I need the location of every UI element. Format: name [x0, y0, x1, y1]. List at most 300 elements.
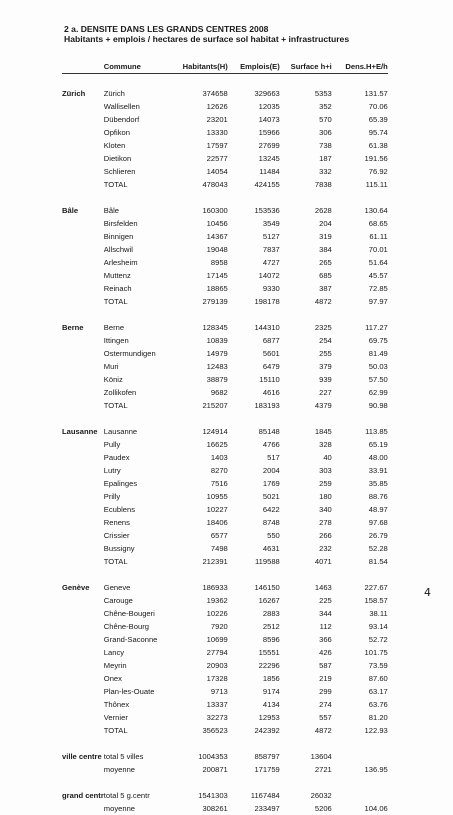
habitants-cell: 27794: [160, 646, 228, 659]
habitants-cell: 7498: [160, 542, 228, 555]
emplois-cell: 12953: [228, 711, 280, 724]
commune-cell: Lancy: [104, 646, 160, 659]
spacer-cell: [62, 191, 388, 204]
habitants-cell: 8958: [160, 256, 228, 269]
emplois-cell: 424155: [228, 178, 280, 191]
emplois-cell: 233497: [228, 802, 280, 815]
density-cell: 45.57: [332, 269, 388, 282]
table-row: [62, 633, 388, 646]
density-cell: 227.67: [332, 581, 388, 594]
habitants-cell: 128345: [160, 321, 228, 334]
surface-cell: 204: [280, 217, 332, 230]
commune-cell: Carouge: [104, 594, 160, 607]
table-row: [62, 165, 388, 178]
surface-cell: 259: [280, 477, 332, 490]
region-empty: [62, 178, 104, 191]
region-empty: [62, 724, 104, 737]
density-cell: 88.76: [332, 490, 388, 503]
header-habitants: Habitants(H): [160, 59, 228, 74]
density-cell: 117.27: [332, 321, 388, 334]
table-row: [62, 724, 388, 737]
table-row: [62, 282, 388, 295]
emplois-cell: 5021: [228, 490, 280, 503]
surface-cell: 26032: [280, 789, 332, 802]
habitants-cell: 17145: [160, 269, 228, 282]
commune-cell: Grand-Saconne: [104, 633, 160, 646]
emplois-cell: 27699: [228, 139, 280, 152]
surface-cell: 299: [280, 685, 332, 698]
spacer-cell: [62, 737, 388, 750]
density-cell: 130.64: [332, 204, 388, 217]
table-row: [62, 542, 388, 555]
region-empty: [62, 672, 104, 685]
habitants-cell: 19048: [160, 243, 228, 256]
habitants-cell: 10839: [160, 334, 228, 347]
region-empty: [62, 542, 104, 555]
region-empty: [62, 698, 104, 711]
spacer-row: [62, 308, 388, 321]
density-cell: 48.00: [332, 451, 388, 464]
density-cell: 61.11: [332, 230, 388, 243]
habitants-cell: 215207: [160, 399, 228, 412]
density-cell: 65.19: [332, 438, 388, 451]
density-cell: 33.91: [332, 464, 388, 477]
emplois-cell: 242392: [228, 724, 280, 737]
density-cell: [332, 750, 388, 763]
density-cell: 90.98: [332, 399, 388, 412]
emplois-cell: 15551: [228, 646, 280, 659]
region-empty: [62, 256, 104, 269]
emplois-cell: 550: [228, 529, 280, 542]
emplois-cell: 6877: [228, 334, 280, 347]
emplois-cell: 85148: [228, 425, 280, 438]
emplois-cell: 9174: [228, 685, 280, 698]
region-empty: [62, 334, 104, 347]
region-empty: [62, 646, 104, 659]
table-row: [62, 685, 388, 698]
density-cell: 57.50: [332, 373, 388, 386]
region-empty: [62, 282, 104, 295]
density-cell: 97.97: [332, 295, 388, 308]
commune-cell: Zürich: [104, 87, 160, 100]
region-empty: [62, 516, 104, 529]
region-empty: [62, 152, 104, 165]
table-row: [62, 464, 388, 477]
header-commune: Commune: [104, 59, 160, 74]
density-cell: 69.75: [332, 334, 388, 347]
table-row: [62, 529, 388, 542]
region-empty: [62, 685, 104, 698]
table-row: [62, 100, 388, 113]
density-cell: 61.38: [332, 139, 388, 152]
commune-cell: Epalinges: [104, 477, 160, 490]
region-empty: [62, 763, 104, 776]
commune-cell: TOTAL: [104, 555, 160, 568]
commune-cell: Binnigen: [104, 230, 160, 243]
commune-cell: Berne: [104, 321, 160, 334]
region-empty: [62, 451, 104, 464]
emplois-cell: 2512: [228, 620, 280, 633]
surface-cell: 319: [280, 230, 332, 243]
commune-cell: Prilly: [104, 490, 160, 503]
surface-cell: 112: [280, 620, 332, 633]
emplois-cell: 858797: [228, 750, 280, 763]
emplois-cell: 8748: [228, 516, 280, 529]
table-row: [62, 711, 388, 724]
table-row: [62, 620, 388, 633]
region-empty: [62, 607, 104, 620]
table-row: [62, 490, 388, 503]
surface-cell: 255: [280, 347, 332, 360]
habitants-cell: 13330: [160, 126, 228, 139]
surface-cell: 303: [280, 464, 332, 477]
emplois-cell: 15110: [228, 373, 280, 386]
density-cell: 48.97: [332, 503, 388, 516]
spacer-cell: [62, 308, 388, 321]
table-row: [62, 659, 388, 672]
region-empty: [62, 217, 104, 230]
habitants-cell: 22577: [160, 152, 228, 165]
emplois-cell: 7837: [228, 243, 280, 256]
surface-cell: 4071: [280, 555, 332, 568]
habitants-cell: 8270: [160, 464, 228, 477]
commune-cell: Zollikofen: [104, 386, 160, 399]
emplois-cell: 13245: [228, 152, 280, 165]
surface-cell: 344: [280, 607, 332, 620]
spacer-row: [62, 776, 388, 789]
region-empty: [62, 802, 104, 815]
region-empty: [62, 477, 104, 490]
commune-cell: Lausanne: [104, 425, 160, 438]
density-cell: [332, 789, 388, 802]
region-empty: [62, 633, 104, 646]
density-cell: 87.60: [332, 672, 388, 685]
table-row: [62, 256, 388, 269]
surface-cell: 352: [280, 100, 332, 113]
habitants-cell: 1004353: [160, 750, 228, 763]
surface-cell: 939: [280, 373, 332, 386]
commune-cell: Crissier: [104, 529, 160, 542]
table-row: [62, 230, 388, 243]
emplois-cell: 2883: [228, 607, 280, 620]
habitants-cell: 10227: [160, 503, 228, 516]
surface-cell: 13604: [280, 750, 332, 763]
commune-cell: Schlieren: [104, 165, 160, 178]
table-row: [62, 113, 388, 126]
density-cell: 50.03: [332, 360, 388, 373]
emplois-cell: 146150: [228, 581, 280, 594]
habitants-cell: 19362: [160, 594, 228, 607]
density-table: [62, 59, 388, 815]
commune-cell: moyenne: [104, 763, 160, 776]
density-cell: 73.59: [332, 659, 388, 672]
commune-cell: Chêne-Bourg: [104, 620, 160, 633]
density-cell: 35.85: [332, 477, 388, 490]
emplois-cell: 4616: [228, 386, 280, 399]
emplois-cell: 12035: [228, 100, 280, 113]
surface-cell: 5206: [280, 802, 332, 815]
table-row: [62, 750, 388, 763]
surface-cell: 1463: [280, 581, 332, 594]
habitants-cell: 14979: [160, 347, 228, 360]
region-empty: [62, 503, 104, 516]
commune-cell: moyenne: [104, 802, 160, 815]
commune-cell: Reinach: [104, 282, 160, 295]
density-cell: 104.06: [332, 802, 388, 815]
emplois-cell: 16267: [228, 594, 280, 607]
document-title: 2 a. DENSITE DANS LES GRANDS CENTRES 2008: [64, 24, 268, 34]
surface-cell: 5353: [280, 87, 332, 100]
emplois-cell: 153536: [228, 204, 280, 217]
surface-cell: 426: [280, 646, 332, 659]
surface-cell: 232: [280, 542, 332, 555]
region-empty: [62, 113, 104, 126]
commune-cell: Bussigny: [104, 542, 160, 555]
surface-cell: 366: [280, 633, 332, 646]
table-body: [62, 74, 388, 815]
surface-cell: 379: [280, 360, 332, 373]
table-row: [62, 243, 388, 256]
surface-cell: 340: [280, 503, 332, 516]
emplois-cell: 6479: [228, 360, 280, 373]
region-label: grand centr: [62, 789, 104, 802]
table-row: [62, 477, 388, 490]
density-cell: 70.06: [332, 100, 388, 113]
surface-cell: 387: [280, 282, 332, 295]
page-number: 4: [424, 586, 431, 599]
region-label: Genève: [62, 581, 104, 594]
surface-cell: 587: [280, 659, 332, 672]
surface-cell: 557: [280, 711, 332, 724]
spacer-cell: [62, 412, 388, 425]
table-row: [62, 139, 388, 152]
surface-cell: 40: [280, 451, 332, 464]
table-row: [62, 802, 388, 815]
spacer-row: [62, 568, 388, 581]
region-empty: [62, 438, 104, 451]
emplois-cell: 6422: [228, 503, 280, 516]
habitants-cell: 212391: [160, 555, 228, 568]
surface-cell: 328: [280, 438, 332, 451]
commune-cell: Ecublens: [104, 503, 160, 516]
density-cell: 93.14: [332, 620, 388, 633]
table-row: [62, 438, 388, 451]
emplois-cell: 1856: [228, 672, 280, 685]
table-row: [62, 373, 388, 386]
commune-cell: TOTAL: [104, 178, 160, 191]
emplois-cell: 4727: [228, 256, 280, 269]
density-cell: 51.64: [332, 256, 388, 269]
density-cell: 95.74: [332, 126, 388, 139]
habitants-cell: 356523: [160, 724, 228, 737]
surface-cell: 1845: [280, 425, 332, 438]
commune-cell: Kloten: [104, 139, 160, 152]
density-cell: 136.95: [332, 763, 388, 776]
density-cell: 191.56: [332, 152, 388, 165]
region-empty: [62, 165, 104, 178]
habitants-cell: 10699: [160, 633, 228, 646]
density-cell: 131.57: [332, 87, 388, 100]
region-label: Zürich: [62, 87, 104, 100]
habitants-cell: 478043: [160, 178, 228, 191]
commune-cell: Ostermundigen: [104, 347, 160, 360]
habitants-cell: 1541303: [160, 789, 228, 802]
habitants-cell: 7920: [160, 620, 228, 633]
emplois-cell: 183193: [228, 399, 280, 412]
commune-cell: Renens: [104, 516, 160, 529]
region-empty: [62, 360, 104, 373]
table-row: [62, 789, 388, 802]
density-cell: 97.68: [332, 516, 388, 529]
region-empty: [62, 529, 104, 542]
region-empty: [62, 295, 104, 308]
surface-cell: 225: [280, 594, 332, 607]
emplois-cell: 9330: [228, 282, 280, 295]
emplois-cell: 1769: [228, 477, 280, 490]
emplois-cell: 144310: [228, 321, 280, 334]
spacer-row: [62, 191, 388, 204]
commune-cell: Muttenz: [104, 269, 160, 282]
commune-cell: Birsfelden: [104, 217, 160, 230]
commune-cell: Arlesheim: [104, 256, 160, 269]
surface-cell: 4379: [280, 399, 332, 412]
density-cell: 101.75: [332, 646, 388, 659]
region-empty: [62, 126, 104, 139]
emplois-cell: 329663: [228, 87, 280, 100]
table-row: [62, 360, 388, 373]
table-row: [62, 672, 388, 685]
emplois-cell: 2004: [228, 464, 280, 477]
surface-cell: 332: [280, 165, 332, 178]
habitants-cell: 10226: [160, 607, 228, 620]
density-cell: 26.79: [332, 529, 388, 542]
spacer-row: [62, 412, 388, 425]
commune-cell: Vernier: [104, 711, 160, 724]
emplois-cell: 4134: [228, 698, 280, 711]
habitants-cell: 20903: [160, 659, 228, 672]
region-empty: [62, 386, 104, 399]
table-row: [62, 347, 388, 360]
emplois-cell: 8596: [228, 633, 280, 646]
habitants-cell: 10955: [160, 490, 228, 503]
commune-cell: total 5 villes: [104, 750, 160, 763]
region-empty: [62, 100, 104, 113]
commune-cell: Meyrin: [104, 659, 160, 672]
surface-cell: 4872: [280, 724, 332, 737]
table-row: [62, 178, 388, 191]
emplois-cell: 15966: [228, 126, 280, 139]
table-row: [62, 503, 388, 516]
habitants-cell: 308261: [160, 802, 228, 815]
header-region: [62, 59, 104, 74]
habitants-cell: 9713: [160, 685, 228, 698]
habitants-cell: 124914: [160, 425, 228, 438]
surface-cell: 738: [280, 139, 332, 152]
habitants-cell: 18406: [160, 516, 228, 529]
commune-cell: Dübendorf: [104, 113, 160, 126]
commune-cell: Plan-les-Ouate: [104, 685, 160, 698]
commune-cell: Thônex: [104, 698, 160, 711]
habitants-cell: 1403: [160, 451, 228, 464]
emplois-cell: 517: [228, 451, 280, 464]
surface-cell: 265: [280, 256, 332, 269]
table-row: [62, 594, 388, 607]
surface-cell: 4872: [280, 295, 332, 308]
surface-cell: 2325: [280, 321, 332, 334]
surface-cell: 685: [280, 269, 332, 282]
region-label: Lausanne: [62, 425, 104, 438]
region-empty: [62, 464, 104, 477]
habitants-cell: 18865: [160, 282, 228, 295]
table-header-row: [62, 59, 388, 74]
emplois-cell: 22296: [228, 659, 280, 672]
habitants-cell: 32273: [160, 711, 228, 724]
region-empty: [62, 230, 104, 243]
commune-cell: Chêne-Bougeri: [104, 607, 160, 620]
spacer-cell: [62, 74, 388, 88]
density-cell: 63.17: [332, 685, 388, 698]
surface-cell: 274: [280, 698, 332, 711]
emplois-cell: 4766: [228, 438, 280, 451]
region-empty: [62, 711, 104, 724]
region-empty: [62, 659, 104, 672]
table-row: [62, 217, 388, 230]
commune-cell: Muri: [104, 360, 160, 373]
density-cell: 65.39: [332, 113, 388, 126]
density-cell: 72.85: [332, 282, 388, 295]
table-row: [62, 399, 388, 412]
density-cell: 81.49: [332, 347, 388, 360]
commune-cell: TOTAL: [104, 399, 160, 412]
surface-cell: 266: [280, 529, 332, 542]
habitants-cell: 14367: [160, 230, 228, 243]
habitants-cell: 160300: [160, 204, 228, 217]
region-empty: [62, 347, 104, 360]
commune-cell: total 5 g.centr: [104, 789, 160, 802]
table-row: [62, 87, 388, 100]
region-label: ville centre: [62, 750, 104, 763]
surface-cell: 254: [280, 334, 332, 347]
density-cell: 63.76: [332, 698, 388, 711]
commune-cell: TOTAL: [104, 295, 160, 308]
habitants-cell: 12483: [160, 360, 228, 373]
habitants-cell: 17328: [160, 672, 228, 685]
region-empty: [62, 594, 104, 607]
habitants-cell: 16625: [160, 438, 228, 451]
surface-cell: 7838: [280, 178, 332, 191]
habitants-cell: 10456: [160, 217, 228, 230]
emplois-cell: 11484: [228, 165, 280, 178]
surface-cell: 306: [280, 126, 332, 139]
habitants-cell: 279139: [160, 295, 228, 308]
spacer-cell: [62, 776, 388, 789]
surface-cell: 384: [280, 243, 332, 256]
region-empty: [62, 139, 104, 152]
spacer-row: [62, 74, 388, 88]
habitants-cell: 6577: [160, 529, 228, 542]
emplois-cell: 3549: [228, 217, 280, 230]
commune-cell: Geneve: [104, 581, 160, 594]
habitants-cell: 17597: [160, 139, 228, 152]
table-row: [62, 425, 388, 438]
region-empty: [62, 373, 104, 386]
habitants-cell: 374658: [160, 87, 228, 100]
density-cell: 68.65: [332, 217, 388, 230]
surface-cell: 180: [280, 490, 332, 503]
habitants-cell: 12626: [160, 100, 228, 113]
table-row: [62, 516, 388, 529]
region-empty: [62, 243, 104, 256]
